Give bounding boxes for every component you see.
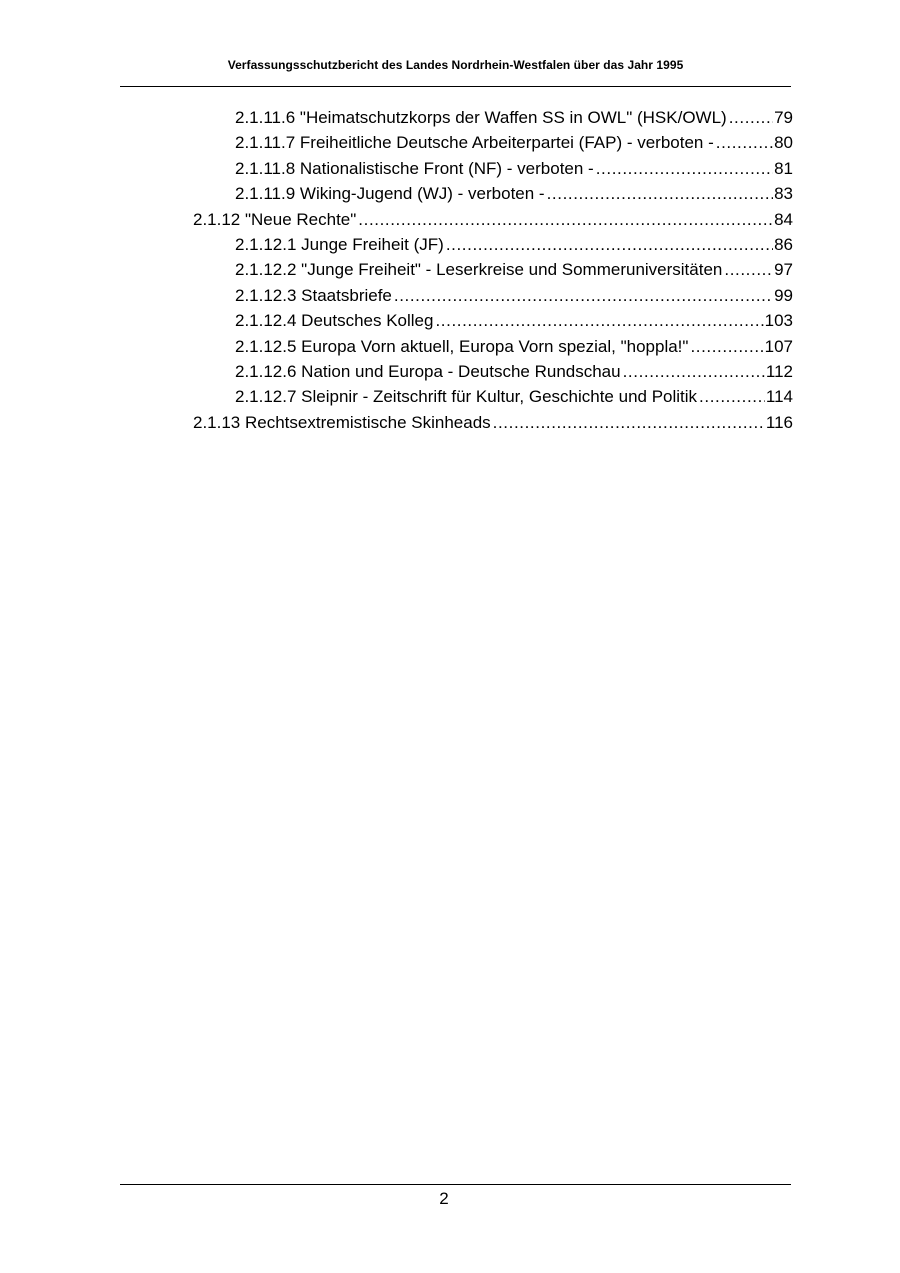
toc-entry[interactable]	[235, 105, 793, 130]
toc-dot-leader	[729, 105, 773, 130]
toc-entry[interactable]	[235, 283, 793, 308]
toc-entry-page: 81	[773, 156, 793, 181]
toc-entry-title: 2.1.12.5 Europa Vorn aktuell, Europa Vorn spezial, "hoppla!"	[235, 334, 690, 359]
footer-divider	[120, 1184, 791, 1185]
toc-entry[interactable]	[235, 308, 793, 333]
toc-dot-leader	[724, 257, 773, 282]
toc-entry-page: 107	[764, 334, 793, 359]
toc-entry[interactable]	[235, 232, 793, 257]
header-divider	[120, 86, 791, 87]
toc-dot-leader	[493, 410, 765, 435]
toc-dot-leader	[435, 308, 763, 333]
toc-dot-leader	[446, 232, 773, 257]
toc-entry[interactable]	[235, 334, 793, 359]
toc-entry-page: 79	[773, 105, 793, 130]
toc-entry-title: 2.1.13 Rechtsextremistische Skinheads	[193, 410, 493, 435]
toc-entry-page: 84	[773, 207, 793, 232]
toc-entry-title: 2.1.12.1 Junge Freiheit (JF)	[235, 232, 446, 257]
toc-dot-leader	[394, 283, 773, 308]
toc-dot-leader	[699, 384, 765, 409]
toc-entry-title: 2.1.12 "Neue Rechte"	[193, 207, 358, 232]
toc-entry-page: 114	[765, 384, 793, 409]
page-header-title: Verfassungsschutzbericht des Landes Nordrhein-Westfalen über das Jahr 1995	[227, 58, 684, 72]
toc-entry-page: 116	[765, 410, 793, 435]
toc-entry[interactable]	[235, 181, 793, 206]
toc-entry[interactable]	[235, 130, 793, 155]
toc-dot-leader	[358, 207, 773, 232]
toc-entry-title: 2.1.12.7 Sleipnir - Zeitschrift für Kultur, Geschichte und Politik	[235, 384, 699, 409]
table-of-contents	[0, 105, 900, 435]
toc-dot-leader	[690, 334, 763, 359]
toc-entry-title: 2.1.11.7 Freiheitliche Deutsche Arbeiterpartei (FAP) - verboten -	[235, 130, 716, 155]
toc-entry-title: 2.1.12.3 Staatsbriefe	[235, 283, 394, 308]
toc-entry-title: 2.1.12.6 Nation und Europa - Deutsche Rundschau	[235, 359, 623, 384]
toc-entry[interactable]	[235, 156, 793, 181]
toc-entry-page: 97	[773, 257, 793, 282]
toc-entry-title: 2.1.11.8 Nationalistische Front (NF) - verboten -	[235, 156, 596, 181]
toc-entry[interactable]	[235, 359, 793, 384]
toc-entry-title: 2.1.11.9 Wiking-Jugend (WJ) - verboten -	[235, 181, 547, 206]
toc-entry[interactable]	[235, 384, 793, 409]
toc-dot-leader	[716, 130, 773, 155]
toc-entry[interactable]	[193, 207, 793, 232]
toc-entry-page: 80	[773, 130, 793, 155]
toc-entry-title: 2.1.12.4 Deutsches Kolleg	[235, 308, 435, 333]
toc-entry-title: 2.1.11.6 "Heimatschutzkorps der Waffen SS in OWL" (HSK/OWL)	[235, 105, 729, 130]
toc-entry-title: 2.1.12.2 "Junge Freiheit" - Leserkreise und Sommeruniversitäten	[235, 257, 724, 282]
toc-entry-page: 103	[764, 308, 793, 333]
toc-entry[interactable]	[235, 257, 793, 282]
page-number: 2	[439, 1189, 449, 1208]
toc-dot-leader	[596, 156, 773, 181]
toc-entry-page: 99	[773, 283, 793, 308]
toc-entry-page: 112	[765, 359, 793, 384]
toc-dot-leader	[623, 359, 765, 384]
toc-dot-leader	[547, 181, 773, 206]
toc-entry-page: 83	[773, 181, 793, 206]
toc-entry[interactable]	[193, 410, 793, 435]
toc-entry-page: 86	[773, 232, 793, 257]
